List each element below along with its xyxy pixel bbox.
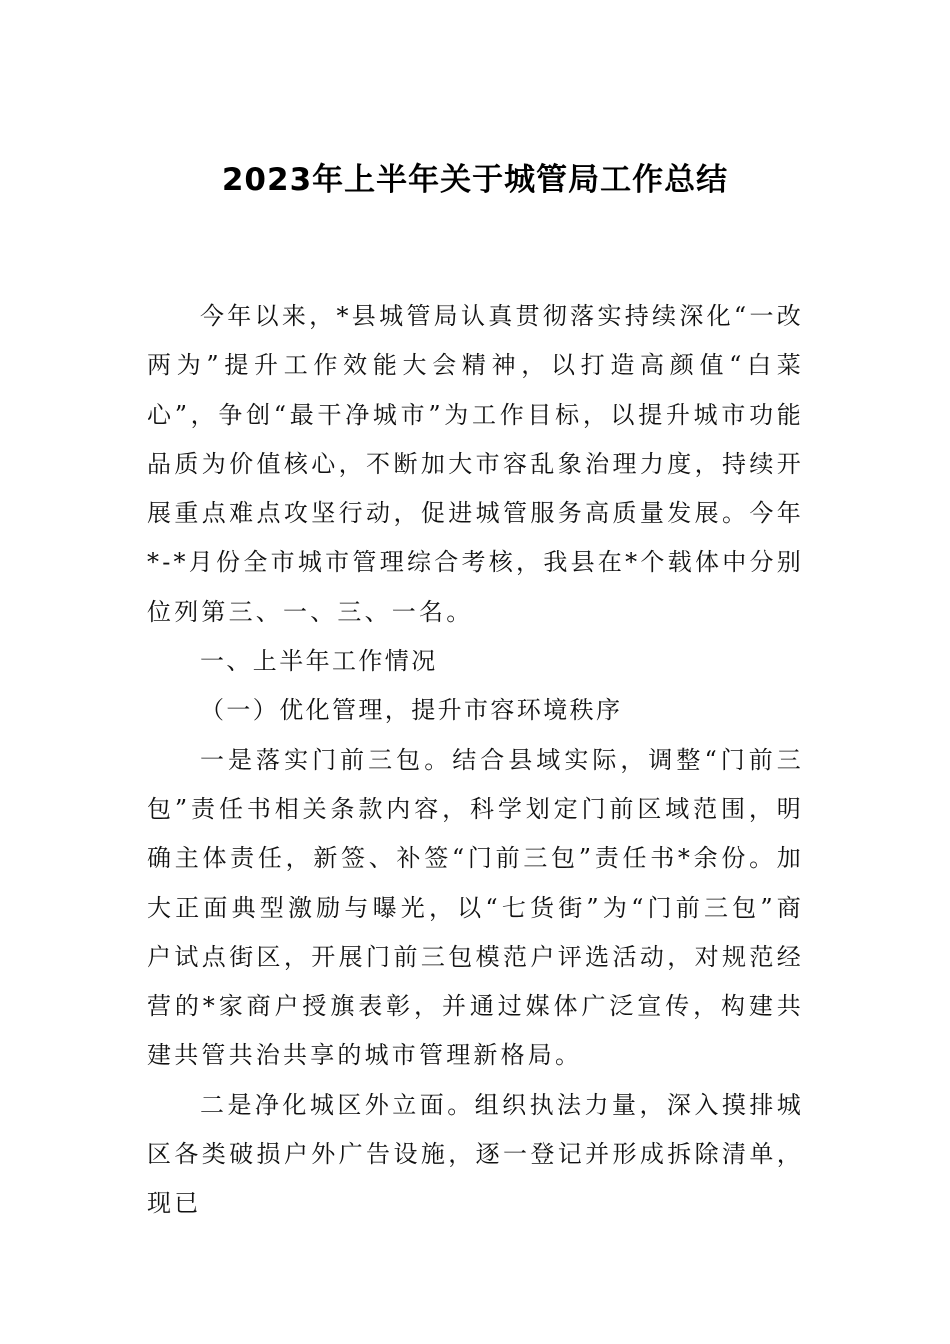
document-body [147,292,804,1229]
subsection-heading: （一）优化管理，提升市容环境秩序 [200,696,623,725]
paragraph-storefront-responsibility: 一是落实门前三包。结合县域实际，调整“门前三包”责任书相关条款内容，科学划定门前区域范围，明确主体责任，新签、补签“门前三包”责任书*余份。加大正面典型激励与曝光，以“七货街”为“门前三包”商户试点街区，开展门前三包模范户评选活动，对规范经营的*家商户授旗表彰，并通过媒体广泛宣传，构建共建共管共治共享的城市管理新格局。 [147,745,804,1070]
section-heading: 一、上半年工作情况 [200,647,438,676]
paragraph-facade-cleanup: 二是净化城区外立面。组织执法力量，深入摸排城区各类破损户外广告设施，逐一登记并形成拆除清单，现已 [147,1090,804,1218]
paragraph-intro: 今年以来，*县城管局认真贯彻落实持续深化“一改两为”提升工作效能大会精神，以打造高颜值“白菜心”，争创“最干净城市”为工作目标，以提升城市功能品质为价值核心，不断加大市容乱象治理力度，持续开展重点难点攻坚行动，促进城管服务高质量发展。今年*-*月份全市城市管理综合考核，我县在*个载体中分别位列第三、一、三、一名。 [147,302,804,626]
document-title: 2023年上半年关于城管局工作总结 [221,162,729,198]
